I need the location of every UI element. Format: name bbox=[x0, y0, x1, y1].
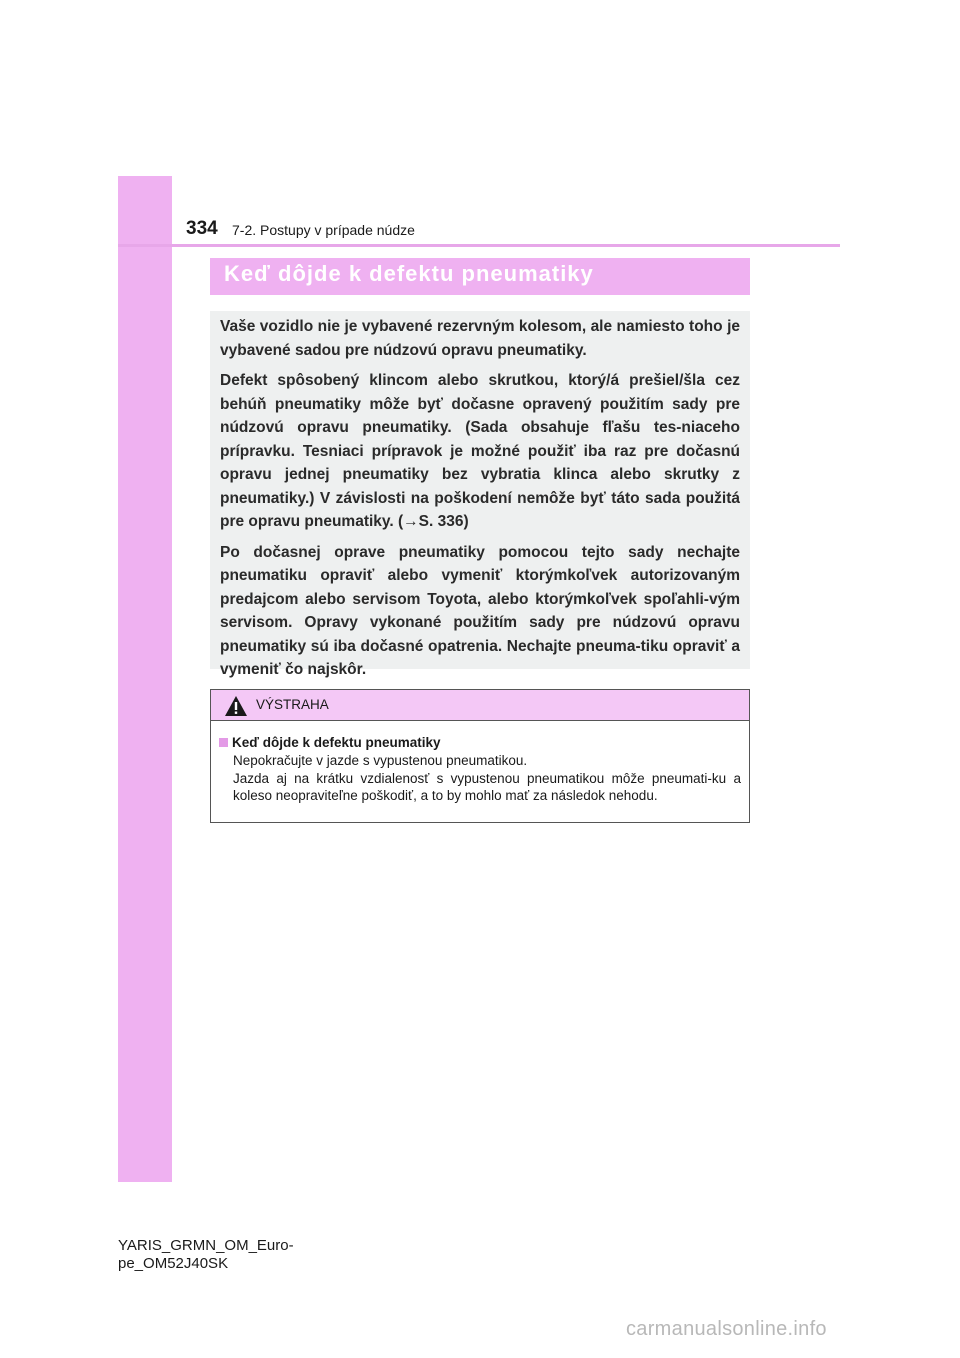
footer-line1: YARIS_GRMN_OM_Euro- bbox=[118, 1237, 294, 1254]
footer-doc-id bbox=[118, 1237, 294, 1273]
footer-line2: pe_OM52J40SK bbox=[118, 1255, 229, 1272]
warning-box bbox=[210, 689, 750, 823]
warning-header bbox=[211, 690, 749, 721]
intro-paragraph: Vaše vozidlo nie je vybavené rezervným kolesom, ale namiesto toho je vybavené sadou pre núdzovú opravu pneumatiky. bbox=[220, 318, 740, 359]
section-title: Keď dôjde k defektu pneumatiky bbox=[210, 258, 750, 295]
intro-paragraph: Defekt spôsobený klincom alebo skrutkou, ktorý/á prešiel/šla cez behúň pneumatiky môže byť dočasne opravený použitím sady pre núdzovú opravu pneumatiky. (Sada obsahuje fľašu tes-niaceho prípravku. Tesniaci prípravok je možné použiť iba raz pre dočasnú opravu jednej pneumatiky bez vybratia klinca alebo skrutky z pneumatiky.) V závislosti na poškodení nemôže byť táto sada použitá pre opravu pneumatiky. (→S. 336) bbox=[220, 372, 740, 530]
chapter-title: 7-2. Postupy v prípade núdze bbox=[232, 222, 415, 238]
warning-item-title bbox=[219, 733, 741, 752]
warning-text-line1: Nepokračujte v jazde s vypustenou pneumatikou. bbox=[233, 753, 528, 768]
warning-text-line2: Jazda aj na krátku vzdialenosť s vypustenou pneumatikou môže pneumati-ku a koleso neopraviteľne poškodiť, a to by mohlo mať za následok nehodu. bbox=[233, 770, 741, 803]
page-number: 334 bbox=[186, 218, 218, 239]
intro-box bbox=[210, 311, 750, 678]
bullet-square-icon bbox=[219, 738, 228, 747]
warning-label: VÝSTRAHA bbox=[256, 697, 329, 712]
chapter-side-tab bbox=[118, 176, 172, 1182]
intro-paragraph: Po dočasnej oprave pneumatiky pomocou tejto sady nechajte pneumatiku opraviť alebo vymeniť ktorýmkoľvek autorizovaným predajcom alebo servisom Toyota, alebo ktorýmkoľvek spoľahli-vým servisom. Opravy vykonané použitím sady pre núdzovú opravu pneumatiky sú iba dočasné opatrenia. Nechajte pneuma-tiku opraviť a vymeniť čo najskôr. bbox=[220, 543, 740, 678]
warning-triangle-icon bbox=[224, 695, 248, 717]
warning-body bbox=[211, 721, 749, 805]
header-rule bbox=[118, 244, 840, 247]
warning-item-title-text: Keď dôjde k defektu pneumatiky bbox=[232, 735, 441, 750]
watermark: carmanualsonline.info bbox=[626, 1318, 827, 1340]
